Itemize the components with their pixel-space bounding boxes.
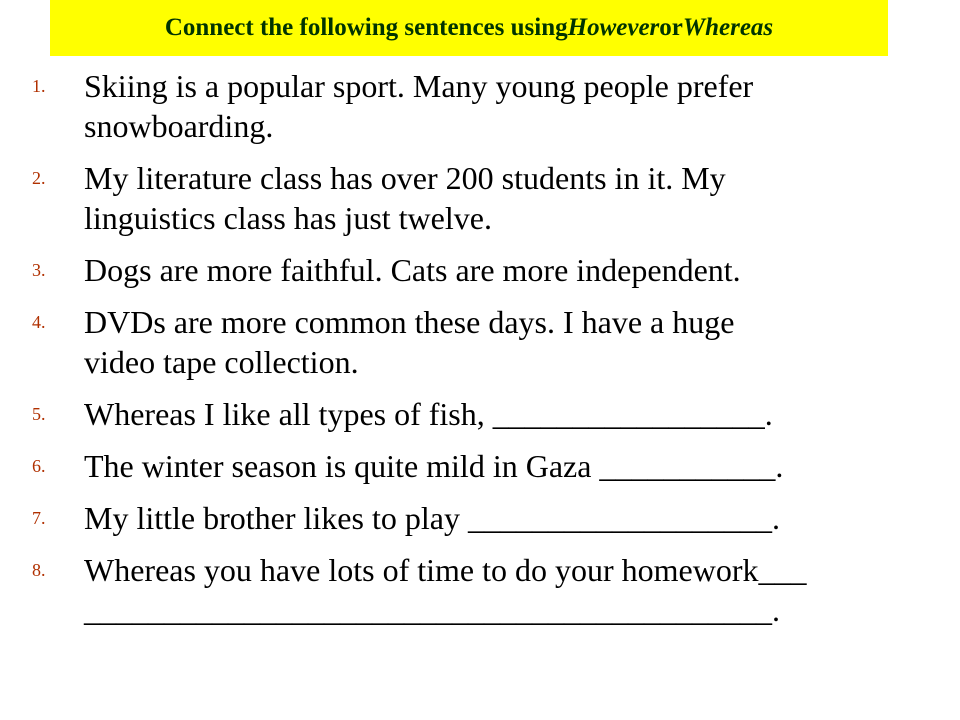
- item-number: 2.: [32, 168, 46, 188]
- page-title: [50, 0, 888, 56]
- exercise-item-1: [0, 66, 960, 146]
- item-number: 7.: [32, 508, 46, 528]
- item-text-line: My literature class has over 200 students in it. My: [84, 160, 726, 196]
- title-word-whereas: Whereas: [682, 14, 774, 41]
- title-text-middle: or: [659, 14, 683, 41]
- item-number: 4.: [32, 312, 46, 332]
- item-text-line: ___________________________________________.: [84, 592, 780, 628]
- exercise-item-4: [0, 302, 960, 382]
- item-text-line: linguistics class has just twelve.: [84, 200, 492, 236]
- title-word-however: However: [567, 14, 660, 41]
- exercise-item-2: [0, 158, 960, 238]
- exercise-item-6: [0, 446, 960, 486]
- exercise-item-3: [0, 250, 960, 290]
- item-text-line: snowboarding.: [84, 108, 274, 144]
- exercise-item-7: [0, 498, 960, 538]
- exercise-list: [0, 66, 960, 642]
- item-text-line: DVDs are more common these days. I have a huge: [84, 304, 735, 340]
- exercise-item-8: [0, 550, 960, 630]
- item-number: 1.: [32, 76, 46, 96]
- exercise-item-5: [0, 394, 960, 434]
- title-text-before: Connect the following sentences using: [164, 14, 568, 41]
- item-text-line: Whereas you have lots of time to do your homework___: [84, 552, 807, 588]
- item-number: 6.: [32, 456, 46, 476]
- item-number: 3.: [32, 260, 46, 280]
- item-text-line: Skiing is a popular sport. Many young people prefer: [84, 68, 754, 104]
- item-text-line: Whereas I like all types of fish, _________________.: [84, 396, 773, 432]
- item-number: 8.: [32, 560, 46, 580]
- item-text-line: The winter season is quite mild in Gaza ___________.: [84, 448, 784, 484]
- item-number: 5.: [32, 404, 46, 424]
- item-text-line: video tape collection.: [84, 344, 359, 380]
- item-text-line: My little brother likes to play ___________________.: [84, 500, 780, 536]
- item-text-line: Dogs are more faithful. Cats are more independent.: [84, 252, 741, 288]
